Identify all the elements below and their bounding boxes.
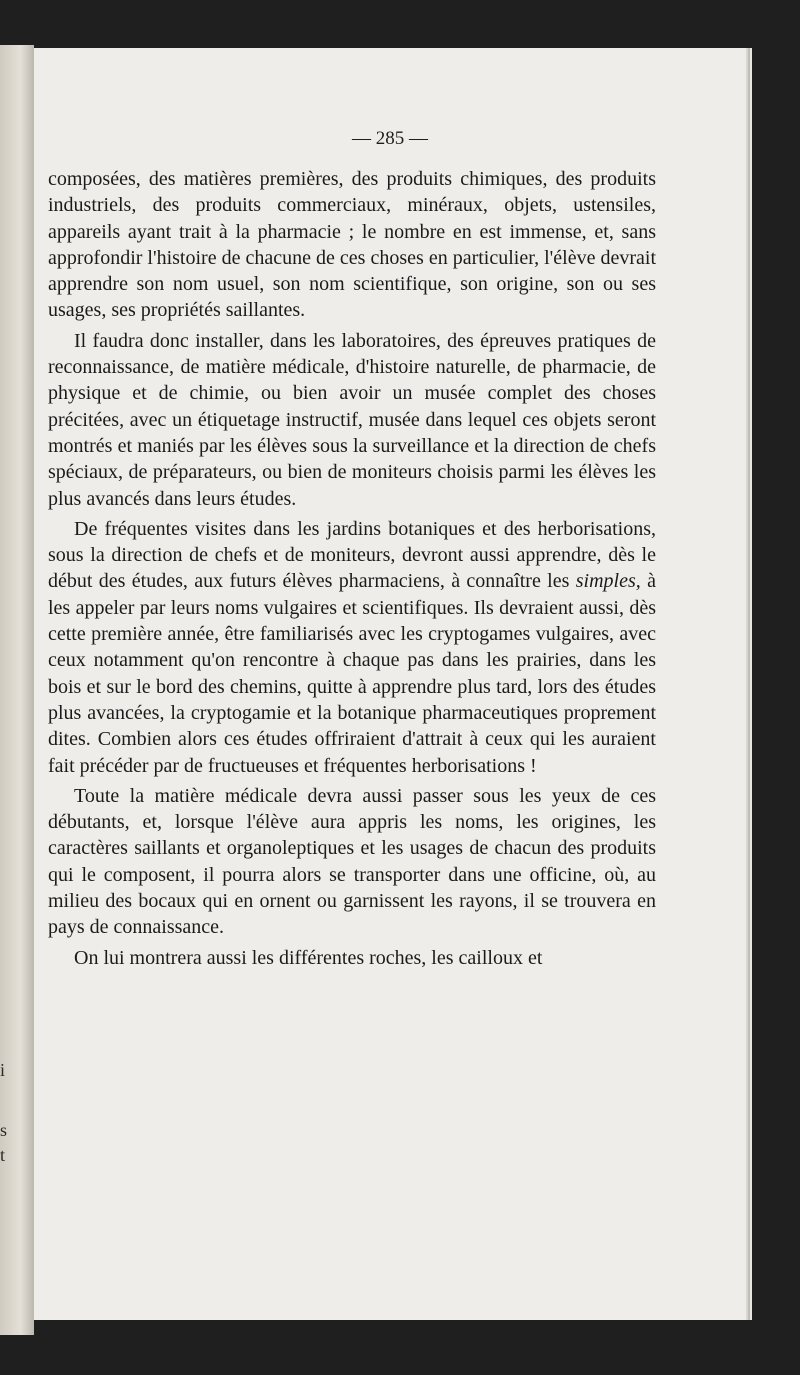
paragraph-text: De fréquentes visites dans les jardins botaniques et des herborisations, sous la direction de chefs et de moniteurs, devront aussi apprendre, dès le début des études, aux futurs élèves pharmaciens, à connaître les xyxy=(48,517,656,593)
left-page-edge xyxy=(0,45,34,1335)
paragraph: Il faudra donc installer, dans les laboratoires, des épreuves pratiques de reconnaissance, de matière médicale, d'histoire naturelle, de pharmacie, de physique et de chimie, ou bien avoir un musée complet des choses précitées, avec un étiquetage instructif, musée dans lequel ces objets seront montrés et maniés par les élèves sous la surveillance et la direction de chefs spéciaux, de préparateurs, ou bien de moniteurs choisis parmi les élèves les plus avancés dans leurs études. xyxy=(48,329,656,510)
left-page-fragment: s xyxy=(0,1120,8,1140)
italic-term: simples, xyxy=(575,570,641,593)
paragraph xyxy=(48,516,656,779)
paragraph: Toute la matière médicale devra aussi passer sous les yeux de ces débutants, et, lorsque l'élève aura appris les noms, les origines, les caractères saillants et organoleptiques et les usages de chacun des produits qui le composent, il pourra alors se transporter dans une officine, où, au milieu des bocaux qui en ornent ou garnissent les rayons, il se trouvera en pays de connaissance. xyxy=(48,784,656,939)
left-page-fragment: t xyxy=(0,1145,6,1165)
page-number: — 285 — xyxy=(352,128,428,149)
left-page-fragment: i xyxy=(0,1060,6,1080)
paragraph: composées, des matières premières, des produits chimiques, des produits industriels, des produits commerciaux, minéraux, objets, ustensiles, appareils ayant trait à la pharmacie ; le nombre en est immense, et, sans approfondir l'histoire de chacune de ces choses en particulier, l'élève devrait apprendre son nom usuel, son nom scientifique, son origine, son ou ses usages, ses propriétés saillantes. xyxy=(48,168,656,322)
page-body xyxy=(48,166,656,971)
book-page xyxy=(34,48,746,1320)
paragraph-text: à les appeler par leurs noms vulgaires et scientifiques. Ils devraient aussi, dès cette première année, être familiarisés avec les cryptogames vulgaires, avec ceux notamment qu'on rencontre à chaque pas dans les prairies, dans les bois et sur le bord des chemins, quitte à apprendre plus tard, lors des études plus avancées, la cryptogamie et la botanique pharmaceutiques proprement dites. Combien alors ces études offriraient d'attrait à ceux qui les auraient fait précéder par de fructueuses et fréquentes herborisations ! xyxy=(48,570,656,777)
paragraph: On lui montrera aussi les différentes roches, les cailloux et xyxy=(74,946,543,969)
